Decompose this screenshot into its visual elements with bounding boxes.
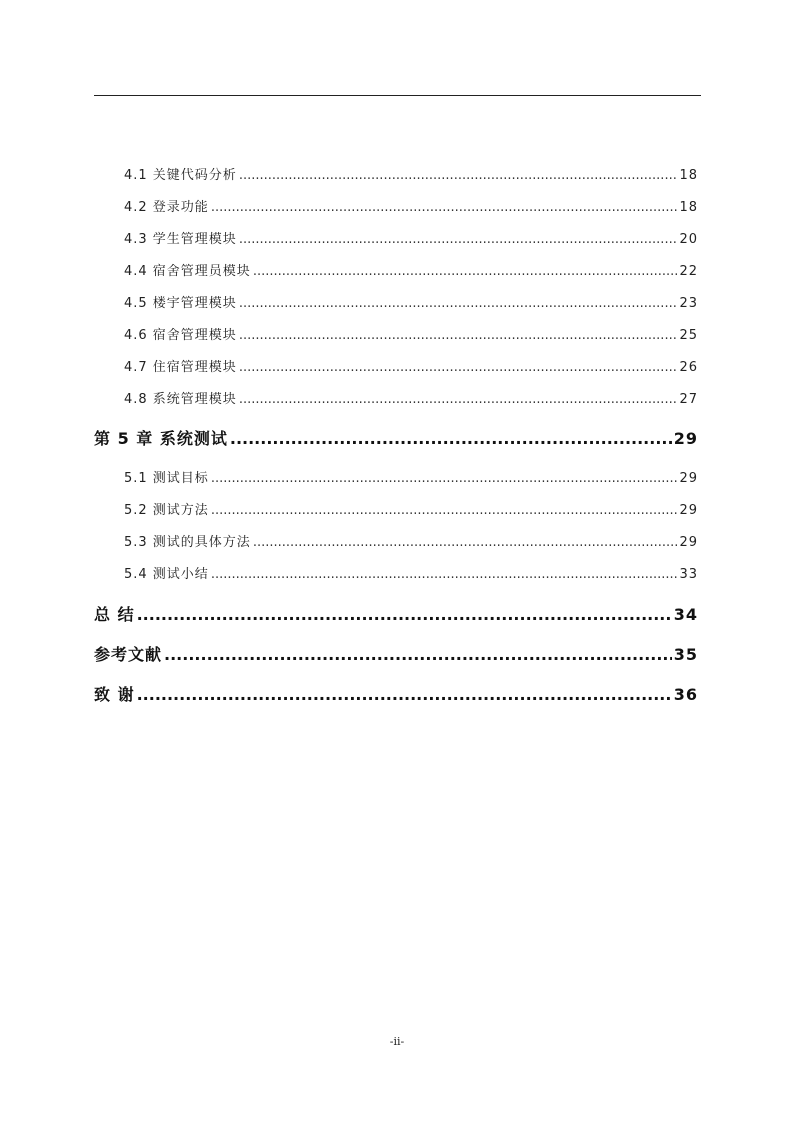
toc-entry-page: 25 — [679, 328, 698, 343]
toc-entry-4-5[interactable] — [124, 292, 698, 311]
dot-leader — [211, 503, 678, 518]
toc-entry-page: 29 — [673, 429, 698, 448]
toc-entry-4-7[interactable] — [124, 356, 698, 375]
toc-entry-references[interactable] — [94, 642, 698, 665]
dot-leader — [164, 645, 672, 664]
toc-entry-title: 4.7 住宿管理模块 — [124, 360, 237, 375]
dot-leader — [137, 685, 672, 704]
toc-entry-5-1[interactable] — [124, 467, 698, 486]
toc-entry-summary[interactable] — [94, 602, 698, 625]
dot-leader — [239, 360, 678, 375]
toc-entry-title: 4.6 宿舍管理模块 — [124, 328, 237, 343]
dot-leader — [211, 567, 678, 582]
toc-entry-acknowledgements[interactable] — [94, 682, 698, 705]
toc-entry-page: 29 — [679, 535, 698, 550]
toc-entry-page: 22 — [679, 264, 698, 279]
toc-entry-5-2[interactable] — [124, 499, 698, 518]
toc-entry-title: 第 5 章 系统测试 — [94, 429, 228, 448]
toc-entry-title: 5.1 测试目标 — [124, 471, 209, 486]
toc-entry-4-2[interactable] — [124, 196, 698, 215]
dot-leader — [239, 232, 678, 247]
dot-leader — [239, 168, 678, 183]
toc-entry-title: 4.4 宿舍管理员模块 — [124, 264, 251, 279]
toc-entry-4-1[interactable] — [124, 164, 698, 183]
toc-entry-title: 5.2 测试方法 — [124, 503, 209, 518]
toc-entry-page: 23 — [679, 296, 698, 311]
dot-leader — [137, 605, 672, 624]
toc-entry-page: 18 — [679, 168, 698, 183]
toc-entry-title: 4.5 楼宇管理模块 — [124, 296, 237, 311]
toc-entry-page: 33 — [679, 567, 698, 582]
dot-leader — [239, 328, 678, 343]
toc-entry-title: 致 谢 — [94, 685, 135, 704]
toc-entry-page: 18 — [679, 200, 698, 215]
toc-entry-4-8[interactable] — [124, 388, 698, 407]
toc-entry-page: 26 — [679, 360, 698, 375]
toc-entry-title: 总 结 — [94, 605, 135, 624]
dot-leader — [211, 200, 678, 215]
toc-entry-title: 5.4 测试小结 — [124, 567, 209, 582]
toc-entry-4-3[interactable] — [124, 228, 698, 247]
dot-leader — [230, 429, 672, 448]
toc-entry-page: 29 — [679, 503, 698, 518]
toc-entry-title: 5.3 测试的具体方法 — [124, 535, 251, 550]
dot-leader — [253, 264, 678, 279]
dot-leader — [239, 296, 678, 311]
page-number: -ii- — [389, 1035, 405, 1048]
toc-entry-title: 参考文献 — [94, 645, 163, 664]
toc-entry-title: 4.1 关键代码分析 — [124, 168, 237, 183]
toc-entry-chapter-5[interactable] — [94, 426, 698, 449]
toc-entry-page: 34 — [673, 605, 698, 624]
toc-entry-4-6[interactable] — [124, 324, 698, 343]
toc-entry-title: 4.3 学生管理模块 — [124, 232, 237, 247]
dot-leader — [239, 392, 678, 407]
toc-entry-page: 29 — [679, 471, 698, 486]
toc-entry-title: 4.8 系统管理模块 — [124, 392, 237, 407]
toc-entry-page: 27 — [679, 392, 698, 407]
toc-entry-title: 4.2 登录功能 — [124, 200, 209, 215]
dot-leader — [211, 471, 678, 486]
toc-entry-4-4[interactable] — [124, 260, 698, 279]
toc-entry-page: 35 — [673, 645, 698, 664]
dot-leader — [253, 535, 678, 550]
toc-entry-5-3[interactable] — [124, 531, 698, 550]
toc-entry-page: 36 — [673, 685, 698, 704]
toc-entry-page: 20 — [679, 232, 698, 247]
toc-entry-5-4[interactable] — [124, 563, 698, 582]
